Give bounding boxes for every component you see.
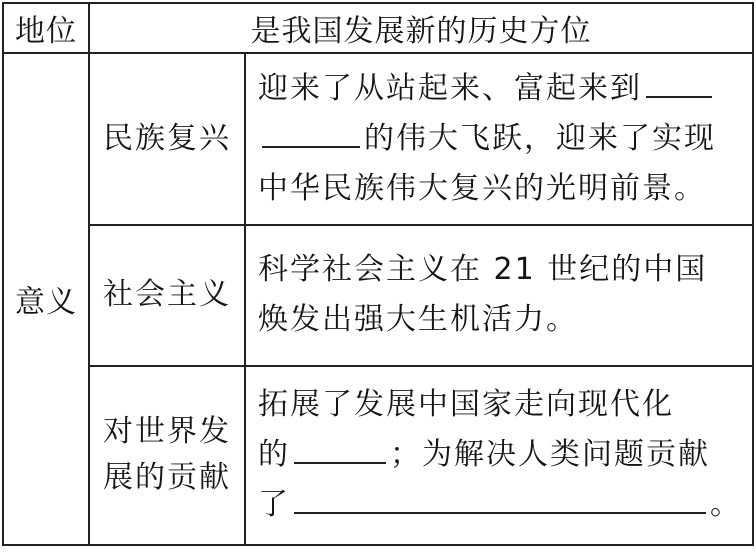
socialism-content	[245, 225, 753, 366]
fill-in-blank	[646, 66, 712, 98]
world-contribution-row	[3, 366, 753, 545]
content-line: 中华民族伟大复兴的光明前景。	[258, 170, 706, 206]
world-contribution-content	[245, 366, 753, 545]
fill-in-blank	[294, 432, 386, 464]
fill-in-blank	[262, 116, 360, 148]
content-line: 的伟大飞跃，迎来了实现	[258, 114, 746, 164]
rejuvenation-row	[3, 53, 753, 224]
significance-label: 意义	[3, 53, 89, 545]
content-line: 了 。	[258, 480, 746, 530]
position-value: 是我国发展新的历史方位	[89, 3, 753, 53]
fill-in-blank	[294, 482, 706, 514]
content-line: 科学社会主义在 21 世纪的中国	[258, 252, 708, 288]
content-line: 迎来了从站起来、富起来到	[258, 64, 746, 114]
content-line: 拓展了发展中国家走向现代化	[258, 387, 674, 423]
position-row	[3, 3, 753, 53]
content-line: 焕发出强大生机活力。	[258, 302, 578, 338]
rejuvenation-content	[245, 53, 753, 224]
world-contribution-label: 对世界发 展的贡献	[89, 366, 245, 545]
socialism-label: 社会主义	[89, 225, 245, 366]
knowledge-table	[2, 2, 754, 546]
socialism-row	[3, 225, 753, 366]
rejuvenation-label: 民族复兴	[89, 53, 245, 224]
position-label: 地位	[3, 3, 89, 53]
content-line: 的 ；为解决人类问题贡献	[258, 430, 746, 480]
